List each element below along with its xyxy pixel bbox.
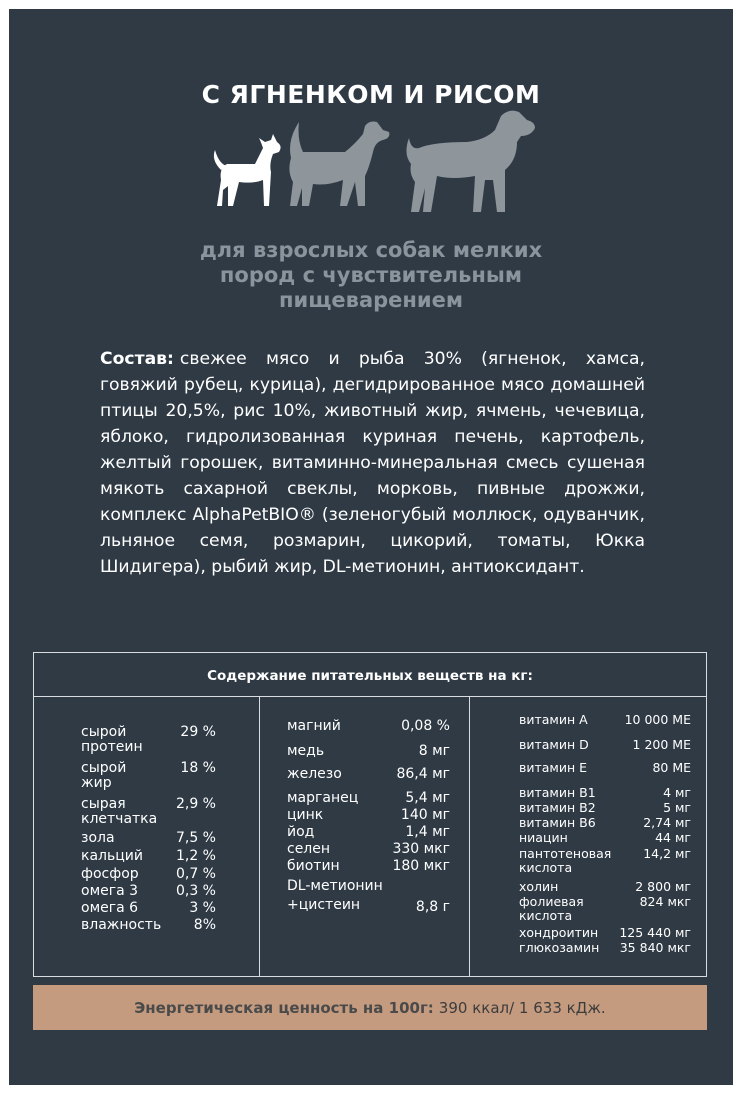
nutrient-row [519,926,691,940]
nutrient-row [287,767,450,782]
nutrients-header: Содержание питательных веществ на кг: [34,653,706,697]
subtitle-line: пород с чувствительным [219,263,523,287]
nutrient-value: 29 % [180,724,216,740]
nutrient-name: хондроитин [519,925,599,940]
nutrient-row [519,801,691,815]
nutrient-row [287,825,450,840]
nutrient-name: селен [287,841,331,857]
product-subtitle [0,238,742,313]
nutrient-value: 0,08 % [401,718,450,734]
nutrient-row [519,941,691,955]
nutrient-value: 8,8 г [415,899,450,915]
nutrient-row [519,786,691,800]
nutrient-name: цинк [287,807,324,823]
product-title: С ЯГНЕНКОМ И РИСОМ [201,80,541,109]
dog-size-icons [205,108,545,218]
nutrient-value: 0,3 % [175,883,216,899]
nutrient-value: 8% [193,917,216,933]
nutrient-name: кальций [81,848,143,864]
composition-text [100,346,645,580]
energy-value: 390 ккал/ 1 633 кДж. [438,998,606,1017]
medium-dog-icon [289,122,389,207]
nutrient-name: витамин D [519,737,589,752]
nutrient-value: 2,9 % [175,796,216,812]
nutrient-name: глюкозамин [519,940,600,955]
nutrient-name: омега 3 [81,883,139,899]
nutrient-row [519,880,691,894]
nutrient-row [287,719,450,734]
nutrient-name: медь [287,743,325,759]
nutrient-row [81,761,216,791]
nutrient-value: 35 840 мкг [619,940,691,955]
nutrient-name: фолиевая кислота [519,894,584,923]
nutrient-name: ниацин [519,830,568,845]
nutrient-row [81,884,216,899]
nutrient-value: 1 200 МЕ [632,737,691,752]
nutrient-name: сырая клетчатка [81,796,158,827]
nutrient-value: 125 440 мг [619,925,691,940]
nutrient-name: витамин В2 [519,800,596,815]
nutrient-value: 2 800 мг [635,879,691,894]
composition-body: свежее мясо и рыба 30% (ягненок, хамса, говяжий рубец, курица), дегидрированное мясо домашней птицы 20,5%, рис 10%, животный жир, ячмень, чечевица, яблоко, гидролизованная куриная печень, картофель, желтый горошек, витаминно-минеральная смесь сушеная мякоть сахарной свеклы, морковь, пивные дрожжи, комплекс AlphaPetBIO® (зеленогубый моллюск, одуванчик, льняное семя, розмарин, цикорий, томаты, Юкка Шидигера), рыбий жир, DL-метионин, антиоксидант. [100,349,645,577]
nutrient-row [81,831,216,846]
nutrients-column-vitamins [469,697,706,976]
nutrient-name: марганец [287,790,359,806]
subtitle-line: для взрослых собак мелких [199,238,543,262]
nutrient-value: 18 % [180,760,216,776]
nutrients-table [33,652,707,977]
nutrient-row [81,918,216,933]
nutrient-name: зола [81,830,115,846]
nutrient-value: 1,4 мг [405,824,450,840]
nutrient-row [519,831,691,845]
nutrient-value: 5,4 мг [405,790,450,806]
nutrient-row [81,797,216,827]
nutrient-name: биотин [287,858,340,874]
nutrient-row [287,808,450,823]
nutrients-column-main [34,697,260,976]
nutrient-row [519,738,691,752]
composition-label: Состав: [100,349,174,369]
nutrient-name: омега 6 [81,900,139,916]
nutrients-column-minerals [259,697,470,976]
nutrient-row [519,761,691,775]
nutrient-value: 180 мкг [392,858,450,874]
nutrient-name: йод [287,824,315,840]
nutrient-value: 14,2 мг [643,846,691,861]
nutrient-name: пантотеновая кислота [519,846,612,875]
nutrient-name: холин [519,879,559,894]
nutrient-name: витамин В1 [519,785,596,800]
nutrient-value: 44 мг [655,830,691,845]
nutrient-value: 10 000 МЕ [624,712,691,727]
small-dog-icon [214,134,281,206]
nutrient-row [519,895,691,922]
nutrient-row [81,725,216,755]
nutrient-value: 140 мг [400,807,450,823]
nutrient-value: 1,2 % [175,848,216,864]
nutrient-row [287,877,450,915]
nutrient-row [81,867,216,882]
nutrient-value: 824 мкг [639,894,691,909]
nutrient-row [287,842,450,857]
nutrient-value: 5 мг [663,800,691,815]
nutrient-row [519,847,691,874]
nutrient-name: витамин А [519,712,588,727]
nutrient-name: фосфор [81,866,139,882]
nutrient-row [519,713,691,727]
nutrient-value: 7,5 % [175,830,216,846]
nutrient-value: 330 мкг [392,841,450,857]
nutrient-name: сырой жир [81,760,127,791]
nutrient-row [519,816,691,830]
energy-value-band [33,985,707,1030]
nutrient-value: 8 мг [418,743,450,759]
nutrient-value: 3 % [189,900,216,916]
nutrient-name: железо [287,766,342,782]
nutrient-name: влажность [81,917,162,933]
nutrient-value: 86,4 мг [396,766,450,782]
nutrient-value: 2,74 мг [643,815,691,830]
nutrient-row [287,859,450,874]
large-dog-icon [406,111,535,212]
nutrient-row [287,744,450,759]
nutrient-row [81,901,216,916]
nutrient-name: DL-метионин +цистеин [287,878,383,913]
nutrient-row [287,791,450,806]
energy-label: Энергетическая ценность на 100г: [134,998,434,1017]
nutrient-name: витамин В6 [519,815,596,830]
nutrient-value: 0,7 % [175,866,216,882]
nutrient-name: сырой протеин [81,724,143,755]
nutrient-name: витамин E [519,760,588,775]
nutrient-name: магний [287,718,341,734]
subtitle-line: пищеварением [278,288,464,312]
nutrient-value: 80 МЕ [652,760,691,775]
nutrient-value: 4 мг [663,785,691,800]
nutrient-row [81,849,216,864]
